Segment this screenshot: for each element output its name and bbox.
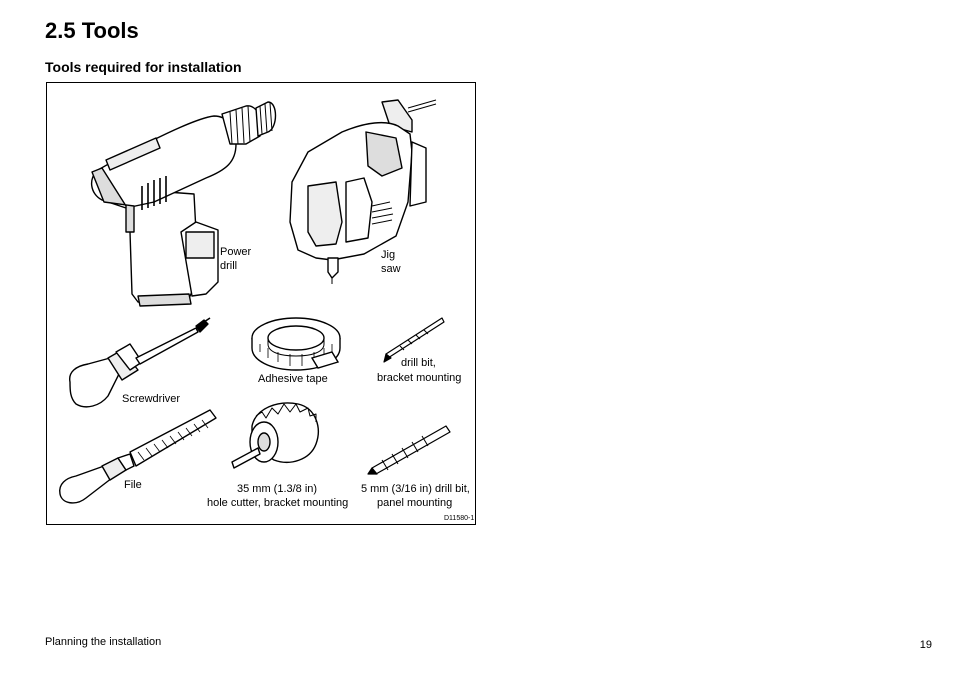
drill-bit-panel-label-line2: panel mounting: [377, 497, 453, 509]
screwdriver-label: Screwdriver: [122, 393, 181, 405]
drill-bit-bracket-label-line1: drill bit,: [401, 357, 436, 369]
adhesive-tape-icon: [252, 318, 340, 370]
file-label: File: [124, 479, 142, 491]
tools-illustration: [46, 82, 476, 525]
figure-id: D11580-1: [444, 515, 475, 522]
jig-saw-label-line2: saw: [381, 263, 401, 275]
drill-bit-panel-label-line1: 5 mm (3/16 in) drill bit,: [361, 483, 470, 495]
page-number: 19: [919, 639, 932, 651]
tools-figure: [46, 82, 476, 525]
adhesive-tape-label: Adhesive tape: [258, 373, 328, 385]
hole-cutter-label-line2: hole cutter, bracket mounting: [207, 497, 349, 509]
power-drill-label-line2: drill: [220, 260, 238, 272]
power-drill-label-line1: Power: [220, 246, 252, 258]
jig-saw-label-line1: Jig: [381, 249, 396, 261]
section-title: Tools required for installation: [45, 59, 242, 75]
hole-cutter-label-line1: 35 mm (1.3/8 in): [237, 483, 318, 495]
drill-bit-bracket-label-line2: bracket mounting: [377, 372, 462, 384]
footer-section-name: Planning the installation: [45, 636, 162, 648]
page-title: 2.5 Tools: [45, 18, 139, 43]
